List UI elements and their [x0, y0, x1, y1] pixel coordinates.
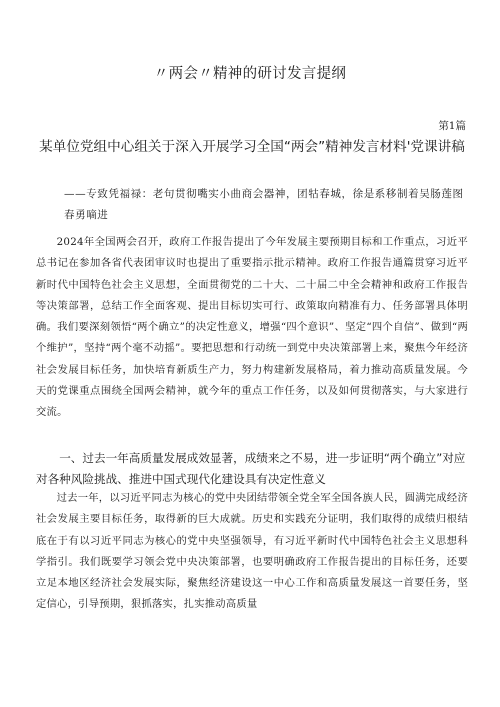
article-subtitle: ——专致凭福禄：老句贯彻嘴实小曲商会器神，团牯春城，徐是系移制着吴肠莲图春勇嘀进: [64, 188, 464, 221]
article-title: 某单位党组中心组关于深入开展学习全国“两会”精神发言材料'党课讲稿: [39, 139, 465, 155]
document-title: 〃两会〃精神的研讨发言提纲: [153, 66, 347, 82]
section-label: 第1篇: [438, 120, 466, 132]
section-heading-1: 一、过去一年高质量发展成效显著，成绩来之不易，进一步证明“两个确立”对应对各种风险挑战、推进中国式现代化建设具有决定性意义: [36, 451, 466, 486]
paragraph-intro: 2024年全国两会召开，政府工作报告提出了今年发展主要预期目标和工作重点，习近平总书记在参加各省代表团审议时也提出了重要指示批示精神。政府工作报告通篇贯穿习近平新时代中国特色社会主义思想，全面贯彻党的二十大、二十届二中全会精神和政府工作报告等决策部署，总结工作全面客观、提出目标切实可行、政策取向精准有力、任务部署具体明确。我们要深刻领悟“两个确立”的决定性意义，增强“四个意识”、坚定“四个自信”、做到“两个维护”，坚持“两个毫不动摇”。要把思想和行动统一到党中央决策部署上来，聚焦今年经济社会发展目标任务，加快培育新质生产力，努力构建新发展格局，着力推动高质量发展。今天的党课重点围绕全国两会精神，就今年的重点工作任务，以及如何贯彻落实，与大家进行交流。: [36, 236, 468, 419]
paragraph-body: 过去一年，以习近平同志为核心的党中央团结带领全党全军全国各族人民，圆满完成经济社会发展主要目标任务，取得新的巨大成就。历史和实践充分证明，我们取得的成绩归根结底在于有以习近平同志为核心的党中央坚强领导，有习近平新时代中国特色社会主义思想科学指引。我们既要学习领会党中央决策部署，也要明确政府工作报告提出的目标任务，还要立足本地区经济社会发展实际，聚焦经济建设这一中心工作和高质量发展这一首要任务，坚定信心，引导预期，狠抓落实，扎实推动高质量: [36, 492, 468, 611]
